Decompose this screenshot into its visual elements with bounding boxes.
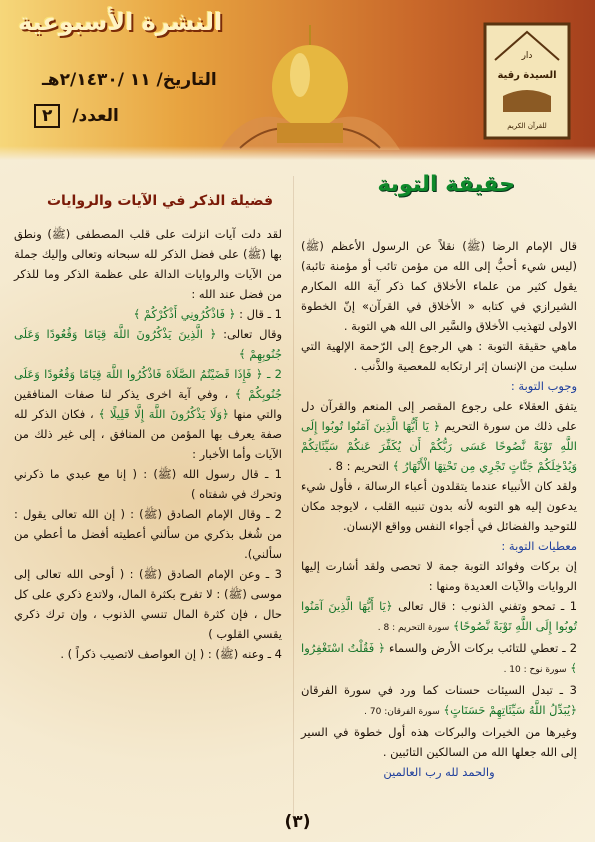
paragraph: يتفق العقلاء على رجوع المقصر إلى المنعم والقرآن دل على ذلك من سورة التحريم ﴿ يَا أَيُّهَا الَّذِينَ آمَنُوا تُوبُوا إِلَى اللَّهِ تَوْبَةً نَّصُوحًا عَسَى رَبُّكُمْ أَن يُكَفِّرَ عَنكُمْ سَيِّئَاتِكُمْ وَيُدْخِلَكُمْ جَنَّاتٍ تَجْرِي مِن تَحْتِهَا الْأَنْهَارُ ﴾ التحريم : 8 .	[301, 399, 577, 473]
svg-text:للقرآن الكريم: للقرآن الكريم	[507, 122, 547, 130]
section-heading: معطيات التوبة :	[501, 539, 577, 553]
svg-text:السيدة رقية: السيدة رقية	[497, 70, 557, 81]
article-repentance	[301, 236, 577, 782]
hadith-item: 4 ـ وعنه (ﷺ) : ( إن العواصف لاتصيب ذكراً ) .	[60, 647, 282, 661]
paragraph: إن بركات وفوائد التوبة جمة لا تحصى ولقد أشارت إليها الروايات والآيات العديدة ومنها :	[301, 559, 577, 593]
quran-verse: ﴿وَلَا يَذْكُرُونَ اللَّهَ إِلَّا قَلِيلًا ﴾	[98, 407, 229, 421]
paragraph: قال الإمام الرضا (ﷺ) نقلاً عن الرسول الأعظم (ﷺ) (ليس شيء أحبُّ إلى الله من مؤمن تائب أو مؤمنة تائبة) يقول كثير من علماء الأخلاق كما ذكر آية الله المكارم الشيرازي في كتابه « الأخلاق في القرآن» إنّ الخطوة الاولى لتهذيب الأخلاق والسَّير الى الله هي التوبة .	[301, 239, 577, 333]
quran-verse: 2 ـ ﴿ فَإِذَا قَضَيْتُمُ الصَّلَاةَ فَاذْكُرُوا اللَّهَ قِيَامًا وَقُعُودًا وَعَلَى جُنُوبِكُمْ ﴾	[14, 367, 282, 401]
date-value: ١١ /٢/١٤٣٠هـ	[42, 70, 151, 90]
newsletter-title: النشرة الأسبوعية	[18, 8, 223, 36]
list-item: 3 ـ تبدل السيئات حسنات كما ورد في سورة الفرقان ﴿يُبَدِّلُ اللَّهُ سَيِّئَاتِهِمْ حَسَنَاتٍ﴾ سورة الفرقان: 70 .	[301, 683, 577, 717]
svg-text:دار: دار	[521, 51, 533, 61]
shrine-dome-illustration	[255, 25, 365, 155]
quran-verse: ﴿ الَّذِينَ يَذْكُرُونَ اللَّهَ قِيَامًا وَقُعُودًا وَعَلَى جُنُوبِهِمْ ﴾	[14, 327, 282, 361]
page-number: (٣)	[284, 812, 311, 832]
hadith-item: 2 ـ وقال الإمام الصادق (ﷺ) : ( إن الله تعالى يقول : من شُغل بذكري من سألني أعطيته أفضل ما أعطي من سألني).	[14, 507, 282, 561]
hadith-item: 1 ـ قال رسول الله (ﷺ) : ( إنا مع عبدي ما ذكرني وتحرك في شفتاه )	[14, 467, 282, 501]
paragraph: لقد دلت آيات انزلت على قلب المصطفى (ﷺ) ونطق بها (ﷺ) على فضل الذكر لله سبحانه وتعالى وإليك جملة من الآيات والروايات الدالة على عظمة الذكر وما للذكر من فضل عند الله :	[14, 227, 282, 301]
quran-verse: ﴿يُبَدِّلُ اللَّهُ سَيِّئَاتِهِمْ حَسَنَاتٍ﴾	[443, 703, 577, 717]
dar-sayyida-ruqayya-logo	[481, 20, 573, 142]
closing-praise: والحمد لله رب العالمين	[383, 765, 495, 779]
section-heading: وجوب التوبة :	[510, 379, 577, 393]
quran-verse: ﴿يَا أَيُّهَا الَّذِينَ آمَنُوا تُوبُوا إِلَى اللَّهِ تَوْبَةً نَّصُوحًا﴾	[301, 599, 577, 633]
list-item: 1 ـ تمحو وتفني الذنوب : قال تعالى ﴿يَا أَيُّهَا الَّذِينَ آمَنُوا تُوبُوا إِلَى اللَّهِ تَوْبَةً نَّصُوحًا﴾ سورة التحريم : 8 .	[301, 599, 578, 633]
list-item: 1 ـ قال : ﴿ فَاذْكُرُونِي أَذْكُرْكُمْ ﴾	[133, 307, 282, 321]
list-item: 2 ـ تعطي للتائب بركات الأرض والسماء ﴿ فَقُلْتُ اسْتَغْفِرُوا ﴾ سورة نوح : 10 .	[301, 641, 578, 675]
issue-number: ٢	[34, 104, 60, 128]
paragraph: ماهي حقيقة التوبة : هي الرجوع إلى الرّحمة الإلهية التي سلبت من الإنسان إثر ارتكابه للمعصية والذَّنب .	[301, 339, 577, 373]
column-divider	[293, 176, 294, 816]
article-title-repentance: حقيقة التوبة	[377, 172, 515, 197]
quran-verse: ﴿ يَا أَيُّهَا الَّذِينَ آمَنُوا تُوبُوا إِلَى اللَّهِ تَوْبَةً نَّصُوحًا عَسَى رَبُّكُمْ أَن يُكَفِّرَ عَنكُمْ سَيِّئَاتِكُمْ وَيُدْخِلَكُمْ جَنَّاتٍ تَجْرِي مِن تَحْتِهَا الْأَنْهَارُ ﴾	[301, 419, 577, 473]
date-line	[42, 70, 217, 90]
issue-label: العدد/	[72, 106, 119, 126]
article-title-dhikr: فضيلة الذكر في الآيات والروايات	[46, 193, 273, 209]
paragraph: وقال تعالى: ﴿ الَّذِينَ يَذْكُرُونَ اللَّهَ قِيَامًا وَقُعُودًا وَعَلَى جُنُوبِهِمْ ﴾	[14, 327, 283, 361]
article-dhikr	[14, 224, 282, 664]
paragraph: 2 ـ ﴿ فَإِذَا قَضَيْتُمُ الصَّلَاةَ فَاذْكُرُوا اللَّهَ قِيَامًا وَقُعُودًا وَعَلَى جُنُوبِكُمْ ﴾ ، وفي آية اخرى يذكر لنا صفات المنافقين والتي منها ﴿وَلَا يَذْكُرُونَ اللَّهَ إِلَّا قَلِيلًا ﴾ ، فكان الذكر لله صفة يعرف بها المؤمن من المنافق ، إلى غير ذلك من الآيات وأما الأخبار :	[14, 367, 283, 461]
paragraph: وغيرها من الخيرات والبركات هذه أول خطوة في السير إلى الله جعلها الله من السالكين التائبين .	[301, 725, 577, 759]
quran-verse: ﴿ فَاذْكُرُونِي أَذْكُرْكُمْ ﴾	[133, 307, 236, 321]
date-label: التاريخ/	[156, 70, 217, 90]
masthead	[0, 0, 595, 160]
hadith-item: 3 ـ وعن الإمام الصادق (ﷺ) : ( أوحى الله تعالى إلى موسى (ﷺ) : لا تفرح بكثرة المال، ولاتدع ذكري على كل حال ، فإن كثرة المال تنسي الذنوب ، وإن ترك ذكري يقسي القلوب )	[14, 567, 282, 641]
paragraph: ولقد كان الأنبياء عندما يتقلدون أعباء الرسالة ، فأول شيء يدعون إليه هو التوبه لأنه بدون تنبيه القلب ، لايوجد مكان للتوحيد والفضائل في أجواء النفس وواقع الإنسان.	[301, 479, 577, 533]
issue-line	[34, 106, 119, 126]
quran-verse: ﴿ فَقُلْتُ اسْتَغْفِرُوا ﴾	[301, 641, 577, 675]
